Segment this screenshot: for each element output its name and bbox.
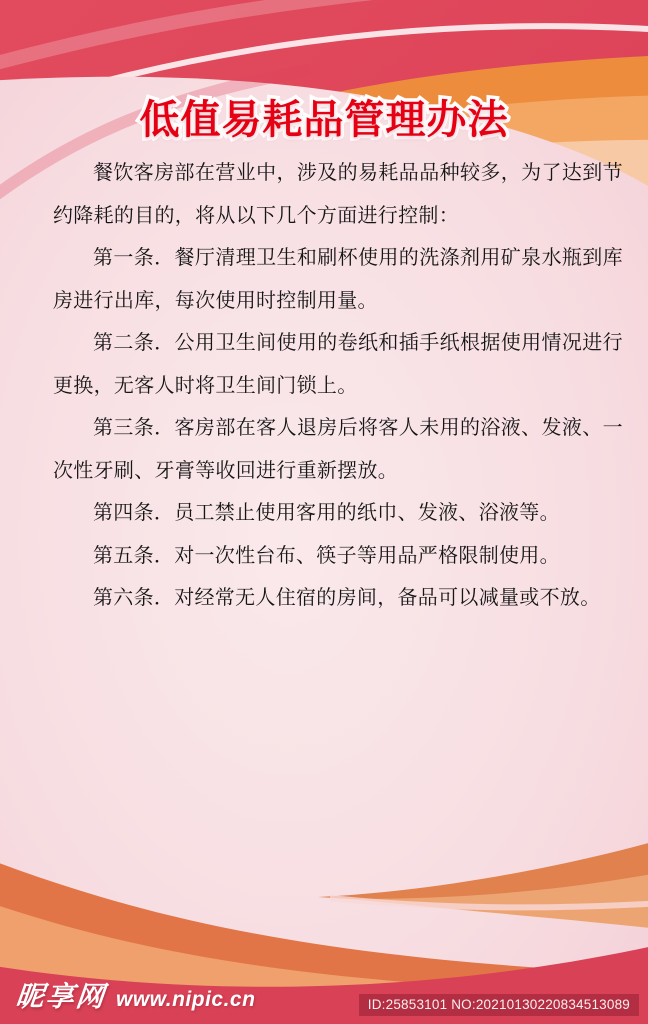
policy-paragraph-article-6: 第六条．对经常无人住宿的房间，备品可以减量或不放。 <box>93 587 601 609</box>
policy-paragraph-article-5: 第五条．对一次性台布、筷子等用品严格限制使用。 <box>93 544 560 567</box>
site-watermark <box>16 975 255 1015</box>
policy-paragraph-article-4: 第四条．员工禁止使用客用的纸巾、发液、浴液等。 <box>93 502 560 524</box>
policy-paragraph-article-2: 第二条．公用卫生间使用的卷纸和插手纸根据使用情况进行更换，无客人时将卫生间门锁上。 <box>53 332 623 397</box>
policy-intro-paragraph: 餐饮客房部在营业中，涉及的易耗品品种较多，为了达到节约降耗的目的，将从以下几个方面进行控制： <box>53 162 623 227</box>
footer-bar <box>0 974 648 1024</box>
policy-paragraph-article-3: 第三条．客房部在客人退房后将客人未用的浴液、发液、一次性牙刷、牙膏等收回进行重新摆放。 <box>53 417 623 482</box>
site-logo-text: 昵享网 <box>14 981 108 1012</box>
image-id-badge: ID:25853101 NO:20210130220834513089 <box>359 994 639 1016</box>
policy-paragraph-article-1: 第一条．餐厅清理卫生和刷杯使用的洗涤剂用矿泉水瓶到库房进行出库，每次使用时控制用量。 <box>53 247 623 312</box>
page-title: 低值易耗品管理办法 <box>139 98 509 142</box>
site-url-text: www.nipic.cn <box>116 988 256 1011</box>
policy-body <box>53 152 623 620</box>
